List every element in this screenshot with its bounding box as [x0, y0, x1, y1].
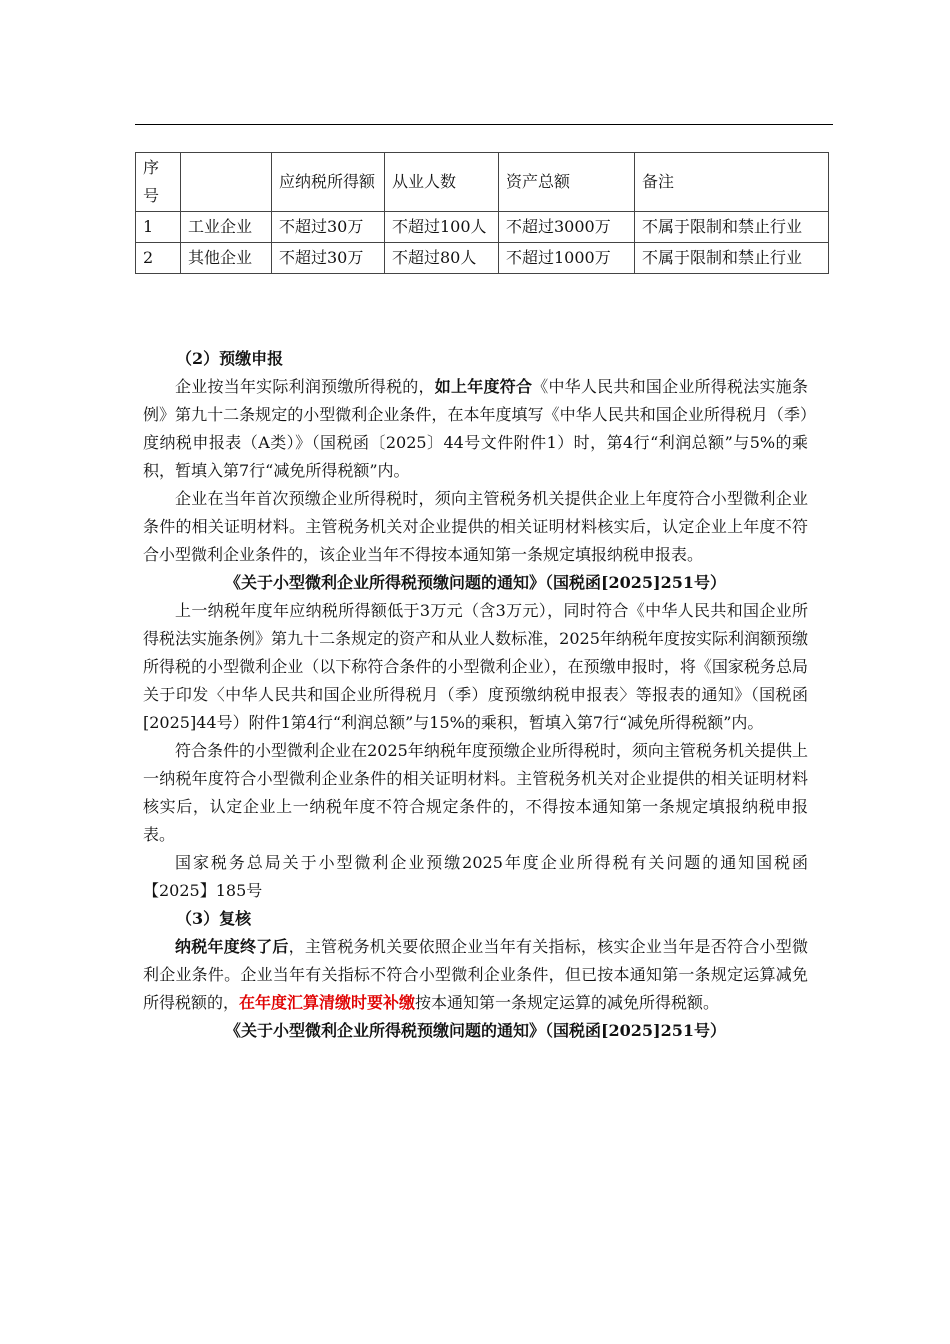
text-run: ，主管税务机关要依照企业当年有关指标，核实企业当年是否符合小型微利企业条件。企业当年有关指标不符合小型微利企业条件，但已按本通知第一条规定运算减免所得税额的， — [143, 937, 808, 1012]
header-cell: 序号 — [136, 153, 181, 212]
table-cell: 1 — [136, 212, 181, 243]
text-run: 《中华人民共和国企业所得税法实施条例》第九十二条规定的小型微利企业条件，在本年度填写《中华人民共和国企业所得税月（季）度纳税申报表（A类）》（国税函〔2025〕44号文件附件1）时，第4行“利润总额”与5%的乘积，暂填入第7行“减免所得税额”内。 — [143, 377, 808, 480]
table-cell: 不超过30万 — [272, 212, 385, 243]
table-cell: 不属于限制和禁止行业 — [635, 243, 829, 274]
table-header-row — [136, 153, 829, 212]
text-run: 企业按当年实际利润预缴所得税的， — [175, 377, 435, 396]
header-cell: 资产总额 — [499, 153, 635, 212]
table-cell: 工业企业 — [181, 212, 272, 243]
table-cell: 不超过80人 — [385, 243, 499, 274]
paragraph: 符合条件的小型微利企业在2025年纳税年度预缴企业所得税时，须向主管税务机关提供上一纳税年度符合小型微利企业条件的相关证明材料。主管税务机关对企业提供的相关证明材料核实后，认定企业上一纳税年度不符合规定条件的，不得按本通知第一条规定填报纳税申报表。 — [143, 741, 808, 844]
table-cell: 不超过3000万 — [499, 212, 635, 243]
paragraph: 企业在当年首次预缴企业所得税时，须向主管税务机关提供企业上年度符合小型微利企业条件的相关证明材料。主管税务机关对企业提供的相关证明材料核实后，认定企业上年度不符合小型微利企业条件的，该企业当年不得按本通知第一条规定填报纳税申报表。 — [143, 489, 808, 564]
criteria-table — [135, 152, 829, 274]
table-cell: 不超过30万 — [272, 243, 385, 274]
table-cell: 不属于限制和禁止行业 — [635, 212, 829, 243]
table-cell: 不超过1000万 — [499, 243, 635, 274]
bold-text: 如上年度符合 — [434, 377, 533, 396]
table-cell: 不超过100人 — [385, 212, 499, 243]
header-cell: 备注 — [635, 153, 829, 212]
table-row — [136, 212, 829, 243]
highlighted-text: 在年度汇算清缴时要补缴 — [239, 993, 416, 1012]
header-rule — [135, 124, 833, 125]
header-cell: 应纳税所得额 — [272, 153, 385, 212]
section-heading-prepayment: （2）预缴申报 — [176, 349, 284, 368]
bold-text: 纳税年度终了后 — [175, 937, 289, 956]
table-cell: 其他企业 — [181, 243, 272, 274]
header-cell: 从业人数 — [385, 153, 499, 212]
text-run: 按本通知第一条规定运算的减免所得税额。 — [415, 993, 720, 1012]
table-cell: 2 — [136, 243, 181, 274]
paragraph — [143, 933, 808, 1017]
reference-title: 《关于小型微利企业所得税预缴问题的通知》（国税函[2025]251号） — [224, 1021, 727, 1040]
reference-title: 《关于小型微利企业所得税预缴问题的通知》（国税函[2025]251号） — [224, 573, 727, 592]
paragraph — [143, 373, 808, 485]
paragraph: 上一纳税年度年应纳税所得额低于3万元（含3万元），同时符合《中华人民共和国企业所得税法实施条例》第九十二条规定的资产和从业人数标准，2025年纳税年度按实际利润额预缴所得税的小型微利企业（以下称符合条件的小型微利企业），在预缴申报时，将《国家税务总局关于印发〈中华人民共和国企业所得税月（季）度预缴纳税申报表〉等报表的通知》（国税函[2025]44号）附件1第4行“利润总额”与15%的乘积，暂填入第7行“减免所得税额”内。 — [143, 601, 808, 732]
header-cell — [181, 153, 272, 212]
document-body — [143, 345, 808, 1045]
paragraph: 国家税务总局关于小型微利企业预缴2025年度企业所得税有关问题的通知国税函【2025】185号 — [143, 853, 808, 900]
table-row — [136, 243, 829, 274]
section-heading-review: （3）复核 — [176, 909, 252, 928]
